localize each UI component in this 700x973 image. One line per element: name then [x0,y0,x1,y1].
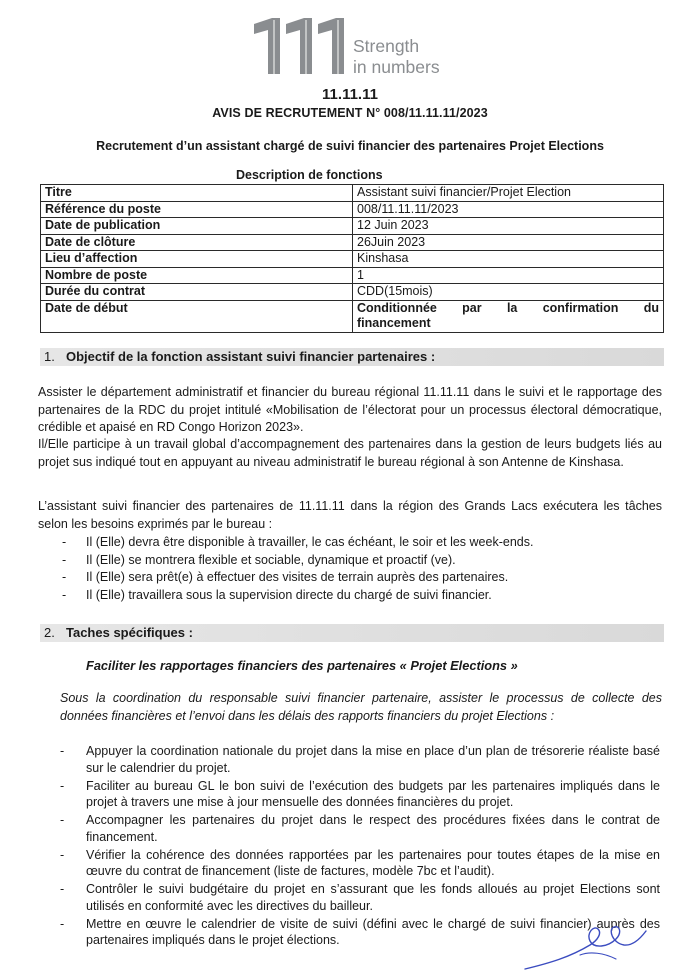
list-item: - Faciliter au bureau GL le bon suivi de l’exécution des budgets par les partenaires impliqués dans le projet à travers une mise à jour mensuelle des données financières du projet. [60,778,660,811]
row-value [353,300,664,332]
row-value: 1 [353,267,664,284]
row-value: Kinshasa [353,251,664,268]
signature-mark [520,915,650,973]
organization-code: 11.11.11 [322,86,378,103]
logo-mark-icon [252,14,348,76]
row-value: 12 Juin 2023 [353,218,664,235]
section-1-paragraph-2: Il/Elle participe à un travail global d’accompagnement des partenaires dans la gestion de leurs budgets liés au projet sus indiqué tout en appuyant au niveau administratif le bureau régional à son Antenne de Kinshasa. [38,437,662,469]
row-label: Titre [41,185,353,202]
notice-title: AVIS DE RECRUTEMENT N° 008/11.11.11/2023 [212,106,488,120]
section-1-title [44,348,435,366]
list-item: - Contrôler le suivi budgétaire du projet en s’assurant que les fonds alloués au projet Elections sont utilisés en conformité avec les directives du bailleur. [60,881,660,914]
section-2-title [44,624,193,642]
list-item: - Accompagner les partenaires du projet dans le respect des procédures fixées dans le contrat de financement. [60,812,660,845]
row-value: CDD(15mois) [353,284,664,301]
table-row [41,201,664,218]
table-row [41,185,664,202]
recruitment-subject: Recrutement d’un assistant chargé de suivi financier des partenaires Projet Elections [96,139,604,153]
row-label: Date de début [41,300,353,332]
list-item: - Il (Elle) sera prêt(e) à effectuer des visites de terrain auprès des partenaires. [62,569,662,587]
section-2-heading: Taches spécifiques : [66,625,193,640]
start-date-line1: Conditionnée par la confirmation du [357,300,659,315]
description-title: Description de fonctions [236,168,383,182]
section-1-heading: Objectif de la fonction assistant suivi financier partenaires : [66,349,436,364]
table-row [41,284,664,301]
row-label: Nombre de poste [41,267,353,284]
row-value: 008/11.11.11/2023 [353,201,664,218]
section-1-paragraph-3: L’assistant suivi financier des partenaires de 11.11.11 dans la région des Grands Lacs exécutera les tâches selon les besoins exprimés par le bureau : [38,499,662,531]
table-row [41,251,664,268]
section-2-intro: Sous la coordination du responsable suivi financier partenaire, assister le processus de collecte des données financières et l’envoi dans les délais des rapports financiers du projet Elections : [60,691,662,723]
list-item: - Il (Elle) se montrera flexible et sociable, dynamique et proactif (ve). [62,552,662,570]
table-row [41,267,664,284]
table-row [41,234,664,251]
row-label: Durée du contrat [41,284,353,301]
list-item: - Vérifier la cohérence des données rapportées par les partenaires pour toutes étapes de la mise en œuvre du contrat de financement (liste de factures, modèle 7bc et l’audit). [60,847,660,880]
logo-tagline-line1: Strength [353,36,420,56]
list-item: - Il (Elle) travaillera sous la supervision directe du chargé de suivi financier. [62,587,662,605]
start-date-line2: financement [357,315,431,330]
section-2-subheading: Faciliter les rapportages financiers des partenaires « Projet Elections » [86,658,518,673]
section-1-number: 1. [44,349,55,364]
section-2-number: 2. [44,625,55,640]
table-row [41,300,664,332]
list-item: - Mettre en œuvre le calendrier de visite de suivi (défini avec le chargé de suivi financier) auprès des partenaires impliqués dans le projet élections. [60,916,660,949]
list-item: - Il (Elle) devra être disponible à travailler, le cas échéant, le soir et les week-ends. [62,534,662,552]
section-1-paragraph-1: Assister le département administratif et financier du bureau régional 11.11.11 dans le suivi et le rapportage des partenaires de la RDC du projet intitulé «Mobilisation de l’électorat pour un processus électoral démocratique, crédible et apaisé en RD Congo Horizon 2023». [38,385,662,434]
row-label: Lieu d’affection [41,251,353,268]
row-label: Date de clôture [41,234,353,251]
row-value: 26Juin 2023 [353,234,664,251]
logo [252,14,472,84]
table-row [41,218,664,235]
row-value: Assistant suivi financier/Projet Election [353,185,664,202]
row-label: Référence du poste [41,201,353,218]
list-item: - Appuyer la coordination nationale du projet dans la mise en place d’un plan de trésorerie réaliste basé sur le calendrier du projet. [60,743,660,776]
logo-tagline-line2: in numbers [353,57,440,77]
logo-tagline [353,36,440,78]
section-1-bullet-list [62,534,662,604]
job-info-table [40,184,664,333]
row-label: Date de publication [41,218,353,235]
